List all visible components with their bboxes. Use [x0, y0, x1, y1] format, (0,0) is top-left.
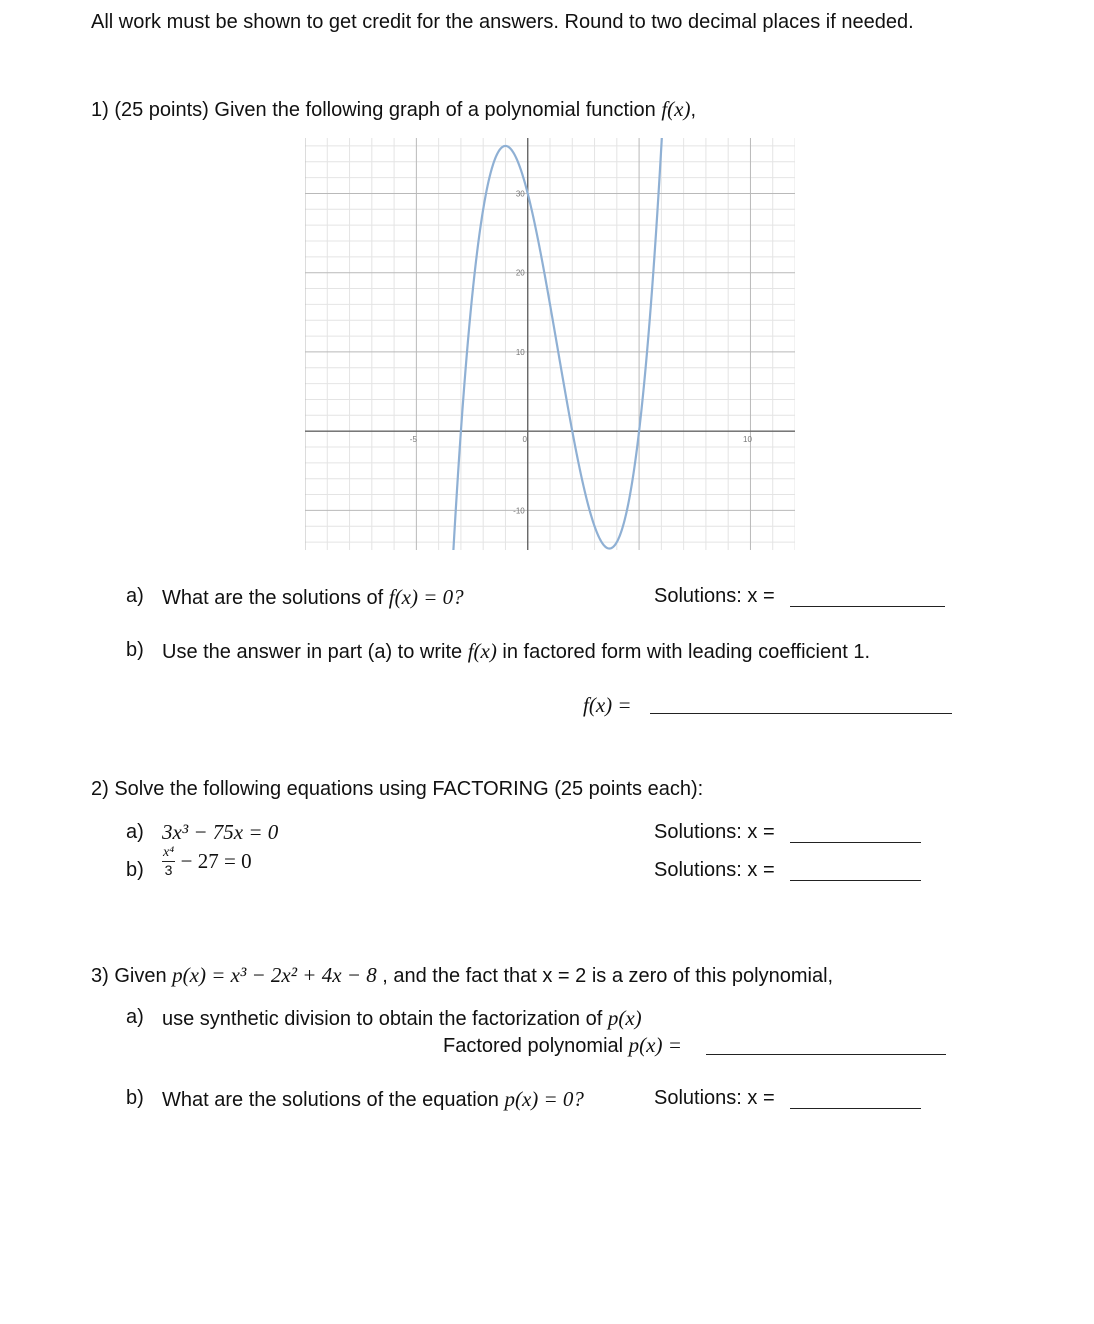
q3a-text: use synthetic division to obtain the factorization of [162, 1008, 603, 1030]
polynomial-graph [305, 138, 795, 550]
q3a-answer-label-text: Factored polynomial [443, 1035, 624, 1057]
instructions: All work must be shown to get credit for the answers. Round to two decimal places if needed. [91, 11, 914, 33]
q3b-question [162, 1087, 584, 1112]
q1a-text: What are the solutions of [162, 587, 384, 609]
q1-function: f(x) [661, 97, 691, 121]
q3a-answer-function: p(x) = [628, 1033, 682, 1057]
q1a-letter: a) [126, 585, 144, 607]
q2b-equation-rest: − 27 = 0 [180, 849, 252, 873]
q1b-text-pre: Use the answer in part (a) to write [162, 641, 463, 663]
x-tick-label: -5 [409, 435, 417, 445]
q1-comma: , [690, 99, 697, 121]
y-tick-label: 10 [515, 347, 525, 357]
q3-prompt-pre: 3) Given [91, 965, 167, 987]
q3b-letter: b) [126, 1087, 144, 1109]
q2a-letter: a) [126, 821, 144, 843]
q3b-equation: p(x) = 0? [504, 1087, 584, 1111]
q1a-equation: f(x) = 0? [388, 585, 464, 609]
curve-group [452, 138, 670, 550]
q2b-answer-blank[interactable] [790, 880, 921, 881]
q1b-letter: b) [126, 639, 144, 661]
q2-prompt: 2) Solve the following equations using FACTORING (25 points each): [91, 778, 704, 800]
x-tick-label: 0 [522, 435, 527, 445]
q2b-fraction-numerator: x⁴ [163, 845, 175, 860]
polynomial-curve [452, 138, 670, 550]
q3b-solutions-label: Solutions: x = [654, 1087, 775, 1109]
q1a-solutions-label: Solutions: x = [654, 585, 775, 607]
q2a-solutions-label: Solutions: x = [654, 821, 775, 843]
q3a-answer-label [443, 1033, 682, 1058]
q2b-fraction-denominator: 3 [164, 862, 173, 878]
y-tick-label: 20 [515, 268, 525, 278]
q2b-letter: b) [126, 859, 144, 881]
q1b-function: f(x) [467, 639, 497, 663]
q1a-question [162, 585, 464, 610]
q3a-answer-blank[interactable] [706, 1054, 946, 1055]
q3a-letter: a) [126, 1006, 144, 1028]
y-tick-label: -10 [513, 506, 525, 516]
q3-prompt [91, 963, 833, 988]
y-tick-label: 30 [515, 189, 525, 199]
q1b-answer-label: f(x) = [583, 693, 632, 717]
q3-prompt-post: , and the fact that x = 2 is a zero of this polynomial, [382, 965, 834, 987]
q2b-fraction [162, 845, 175, 878]
q2a-answer-blank[interactable] [790, 842, 921, 843]
q1b-text-post: in factored form with leading coefficient 1. [502, 641, 871, 663]
q1-prompt [91, 97, 696, 122]
q1a-answer-blank[interactable] [790, 606, 945, 607]
q3a-question [162, 1006, 642, 1031]
q3b-text: What are the solutions of the equation [162, 1089, 499, 1111]
q1b-question [162, 639, 870, 664]
q2b-equation [162, 845, 252, 878]
q2a-equation: 3x³ − 75x = 0 [162, 820, 279, 844]
q2b-solutions-label: Solutions: x = [654, 859, 775, 881]
q1b-answer-blank[interactable] [650, 713, 952, 714]
x-tick-label: 10 [743, 435, 752, 445]
q3b-answer-blank[interactable] [790, 1108, 921, 1109]
q3a-function: p(x) [607, 1006, 642, 1030]
q1-prompt-text: 1) (25 points) Given the following graph of a polynomial function [91, 99, 656, 121]
q3-polynomial: p(x) = x³ − 2x² + 4x − 8 [172, 963, 377, 987]
grid-minor [305, 138, 795, 550]
